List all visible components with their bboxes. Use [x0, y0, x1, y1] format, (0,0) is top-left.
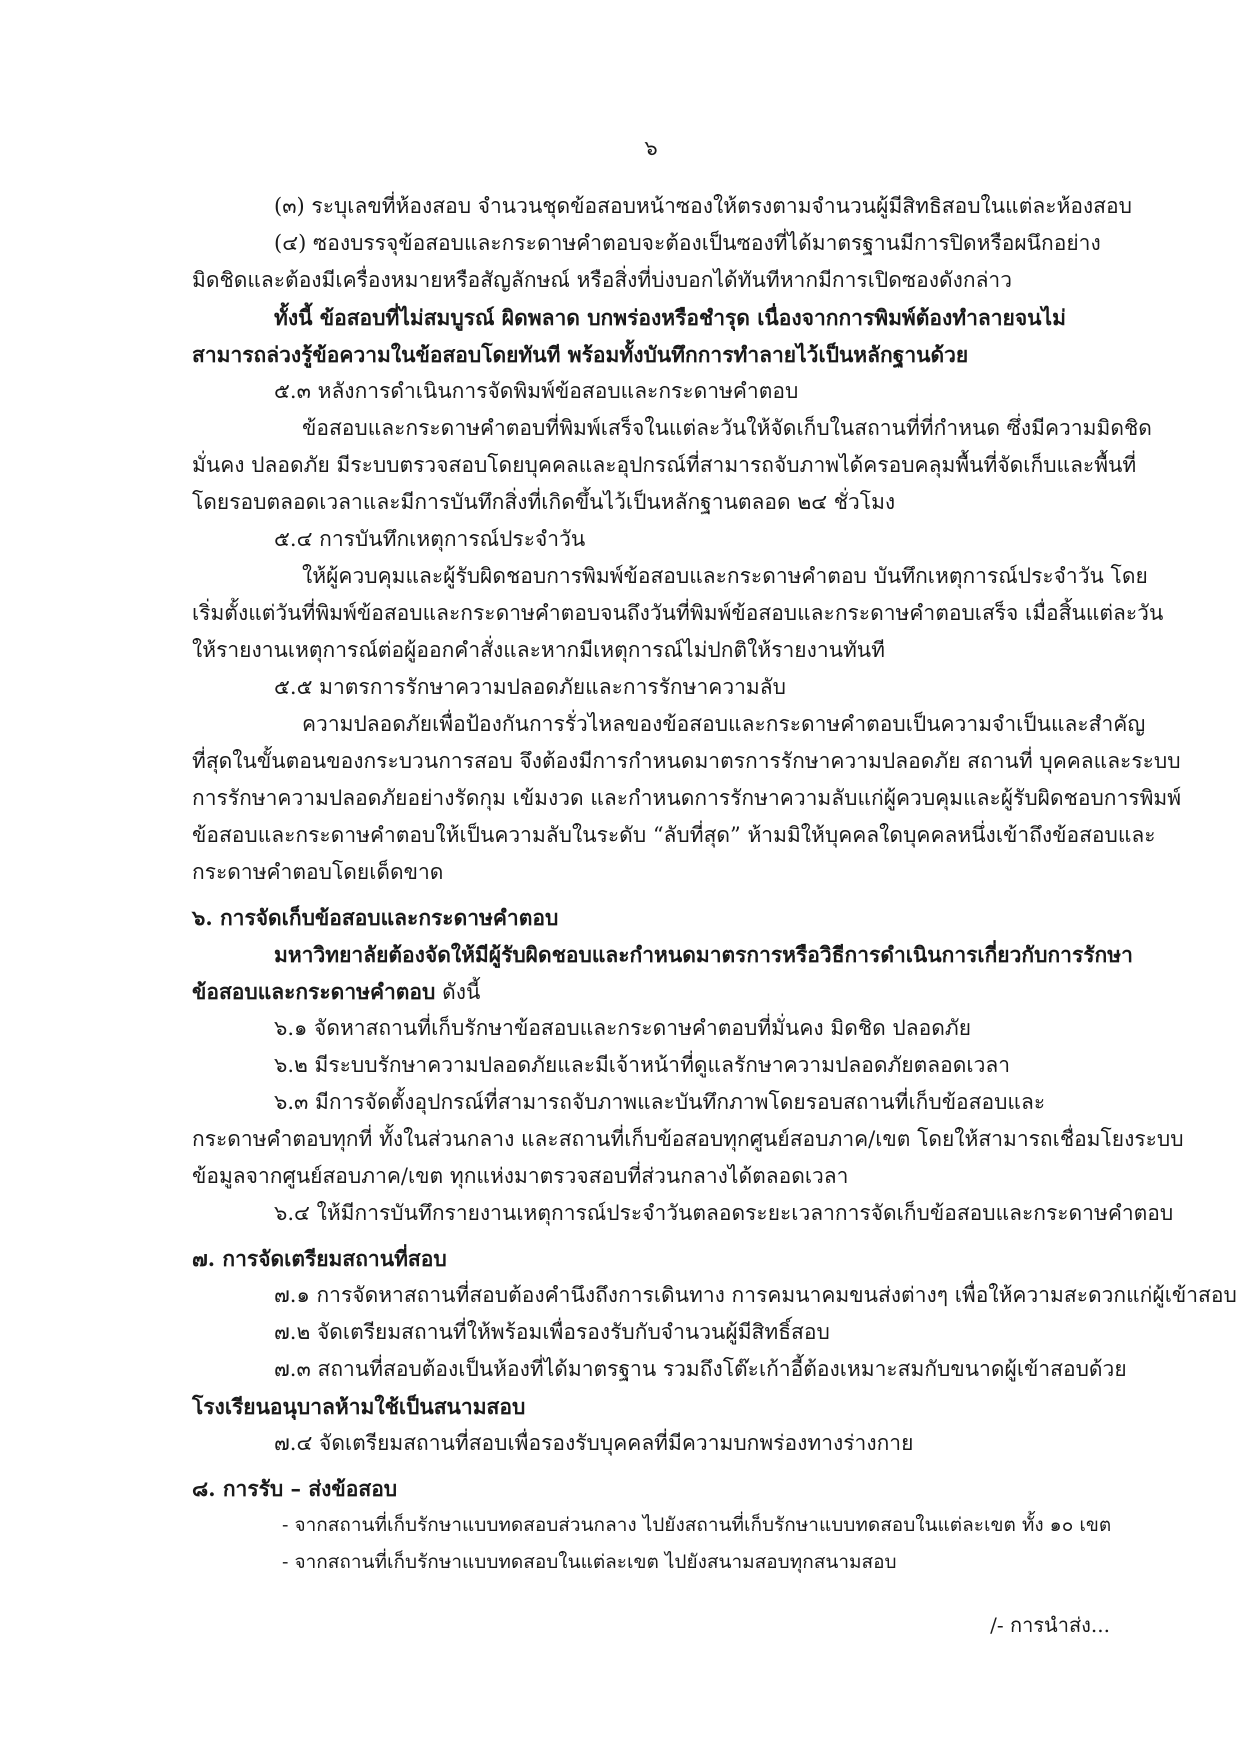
list-item: ๖.๒ มีระบบรักษาความปลอดภัยและมีเจ้าหน้าที่ดูแลรักษาความปลอดภัยตลอดเวลา	[274, 1053, 1011, 1077]
list-item: ๗.๑ การจัดหาสถานที่สอบต้องคำนึงถึงการเดินทาง การคมนาคมขนส่งต่างๆ เพื่อให้ความสะดวกแก่ผู้เข้าสอบ	[274, 1283, 1237, 1307]
list-item: ๖.๔ ให้มีการบันทึกรายงานเหตุการณ์ประจำวันตลอดระยะเวลาการจัดเก็บข้อสอบและกระดาษคำตอบ	[274, 1201, 1174, 1225]
paragraph-line	[192, 973, 1110, 1010]
paragraph-line: ให้รายงานเหตุการณ์ต่อผู้ออกคำสั่งและหากมีเหตุการณ์ไม่ปกติให้รายงานทันที	[192, 638, 886, 662]
bullet-item: - จากสถานที่เก็บรักษาแบบทดสอบส่วนกลาง ไปยังสถานที่เก็บรักษาแบบทดสอบในแต่ละเขต ทั้ง ๑๐ เขต	[282, 1514, 1112, 1536]
paragraph-line: มั่นคง ปลอดภัย มีระบบตรวจสอบโดยบุคคลและอุปกรณ์ที่สามารถจับภาพได้ครอบคลุมพื้นที่จัดเก็บและพื้นที่	[192, 453, 1137, 477]
section-heading-7: ๗. การจัดเตรียมสถานที่สอบ	[192, 1246, 447, 1271]
bold-paragraph-line: สามารถล่วงรู้ข้อความในข้อสอบโดยทันที พร้อมทั้งบันทึกการทำลายไว้เป็นหลักฐานด้วย	[192, 342, 969, 367]
paragraph-line: ข้อสอบและกระดาษคำตอบที่พิมพ์เสร็จในแต่ละวันให้จัดเก็บในสถานที่ที่กำหนด ซึ่งมีความมิดชิด	[302, 416, 1152, 440]
list-item: ๖.๑ จัดหาสถานที่เก็บรักษาข้อสอบและกระดาษคำตอบที่มั่นคง มิดชิด ปลอดภัย	[274, 1016, 971, 1040]
list-item: ๗.๔ จัดเตรียมสถานที่สอบเพื่อรองรับบุคคลที่มีความบกพร่องทางร่างกาย	[274, 1431, 914, 1455]
bold-paragraph-line: มหาวิทยาลัยต้องจัดให้มีผู้รับผิดชอบและกำหนดมาตรการหรือวิธีการดำเนินการเกี่ยวกับการรักษา	[274, 942, 1133, 967]
continuation-marker: /- การนำส่ง...	[990, 1613, 1110, 1637]
bold-text: ข้อสอบและกระดาษคำตอบ	[192, 979, 436, 1004]
paragraph-line: (๓) ระบุเลขที่ห้องสอบ จำนวนชุดข้อสอบหน้าซองให้ตรงตามจำนวนผู้มีสิทธิสอบในแต่ละห้องสอบ	[274, 194, 1132, 218]
section-heading-6: ๖. การจัดเก็บข้อสอบและกระดาษคำตอบ	[192, 905, 559, 930]
paragraph-line: ข้อมูลจากศูนย์สอบภาค/เขต ทุกแห่งมาตรวจสอบที่ส่วนกลางได้ตลอดเวลา	[192, 1164, 849, 1188]
paragraph-line: ความปลอดภัยเพื่อป้องกันการรั่วไหลของข้อสอบและกระดาษคำตอบเป็นความจำเป็นและสำคัญ	[302, 712, 1146, 736]
page-number: ๖	[644, 136, 658, 160]
section-heading-8: ๘. การรับ – ส่งข้อสอบ	[192, 1476, 398, 1501]
subsection-heading: ๕.๔ การบันทึกเหตุการณ์ประจำวัน	[274, 527, 586, 551]
paragraph-line: ให้ผู้ควบคุมและผู้รับผิดชอบการพิมพ์ข้อสอบและกระดาษคำตอบ บันทึกเหตุการณ์ประจำวัน โดย	[302, 564, 1148, 588]
list-item: ๗.๒ จัดเตรียมสถานที่ให้พร้อมเพื่อรองรับกับจำนวนผู้มีสิทธิ์สอบ	[274, 1320, 830, 1344]
paragraph-line: กระดาษคำตอบทุกที่ ทั้งในส่วนกลาง และสถานที่เก็บข้อสอบทุกศูนย์สอบภาค/เขต โดยให้สามารถเชื่อมโยงระบบ	[192, 1127, 1184, 1151]
plain-text: ดังนี้	[435, 980, 481, 1004]
paragraph-line: การรักษาความปลอดภัยอย่างรัดกุม เข้มงวด และกำหนดการรักษาความลับแก่ผู้ควบคุมและผู้รับผิดชอบการพิมพ์	[192, 786, 1182, 810]
paragraph-line: มิดชิดและต้องมีเครื่องหมายหรือสัญลักษณ์ หรือสิ่งที่บ่งบอกได้ทันทีหากมีการเปิดซองดังกล่าว	[192, 268, 1013, 292]
list-item: ๗.๓ สถานที่สอบต้องเป็นห้องที่ได้มาตรฐาน รวมถึงโต๊ะเก้าอี้ต้องเหมาะสมกับขนาดผู้เข้าสอบด้วย	[274, 1357, 1127, 1381]
paragraph-line: ข้อสอบและกระดาษคำตอบให้เป็นความลับในระดับ “ลับที่สุด” ห้ามมิให้บุคคลใดบุคคลหนึ่งเข้าถึงข้อสอบและ	[192, 823, 1156, 847]
bullet-item: - จากสถานที่เก็บรักษาแบบทดสอบในแต่ละเขต ไปยังสนามสอบทุกสนามสอบ	[282, 1551, 897, 1573]
paragraph-line: ที่สุดในขั้นตอนของกระบวนการสอบ จึงต้องมีการกำหนดมาตรการรักษาความปลอดภัย สถานที่ บุคคลและระบบ	[192, 749, 1181, 773]
paragraph-line: โดยรอบตลอดเวลาและมีการบันทึกสิ่งที่เกิดขึ้นไว้เป็นหลักฐานตลอด ๒๔ ชั่วโมง	[192, 490, 896, 514]
list-item: ๖.๓ มีการจัดตั้งอุปกรณ์ที่สามารถจับภาพและบันทึกภาพโดยรอบสถานที่เก็บข้อสอบและ	[274, 1090, 1046, 1114]
bold-paragraph-line: โรงเรียนอนุบาลห้ามใช้เป็นสนามสอบ	[192, 1394, 526, 1419]
paragraph-line: เริ่มตั้งแต่วันที่พิมพ์ข้อสอบและกระดาษคำตอบจนถึงวันที่พิมพ์ข้อสอบและกระดาษคำตอบเสร็จ เมื่อสิ้นแต่ละวัน	[192, 601, 1164, 625]
subsection-heading: ๕.๓ หลังการดำเนินการจัดพิมพ์ข้อสอบและกระดาษคำตอบ	[274, 379, 799, 403]
paragraph-line: (๔) ซองบรรจุข้อสอบและกระดาษคำตอบจะต้องเป็นซองที่ได้มาตรฐานมีการปิดหรือผนึกอย่าง	[274, 231, 1101, 255]
paragraph-line: กระดาษคำตอบโดยเด็ดขาด	[192, 860, 444, 884]
bold-paragraph-line: ทั้งนี้ ข้อสอบที่ไม่สมบูรณ์ ผิดพลาด บกพร่องหรือชำรุด เนื่องจากการพิมพ์ต้องทำลายจนไม่	[274, 305, 1066, 330]
subsection-heading: ๕.๕ มาตรการรักษาความปลอดภัยและการรักษาความลับ	[274, 675, 786, 699]
